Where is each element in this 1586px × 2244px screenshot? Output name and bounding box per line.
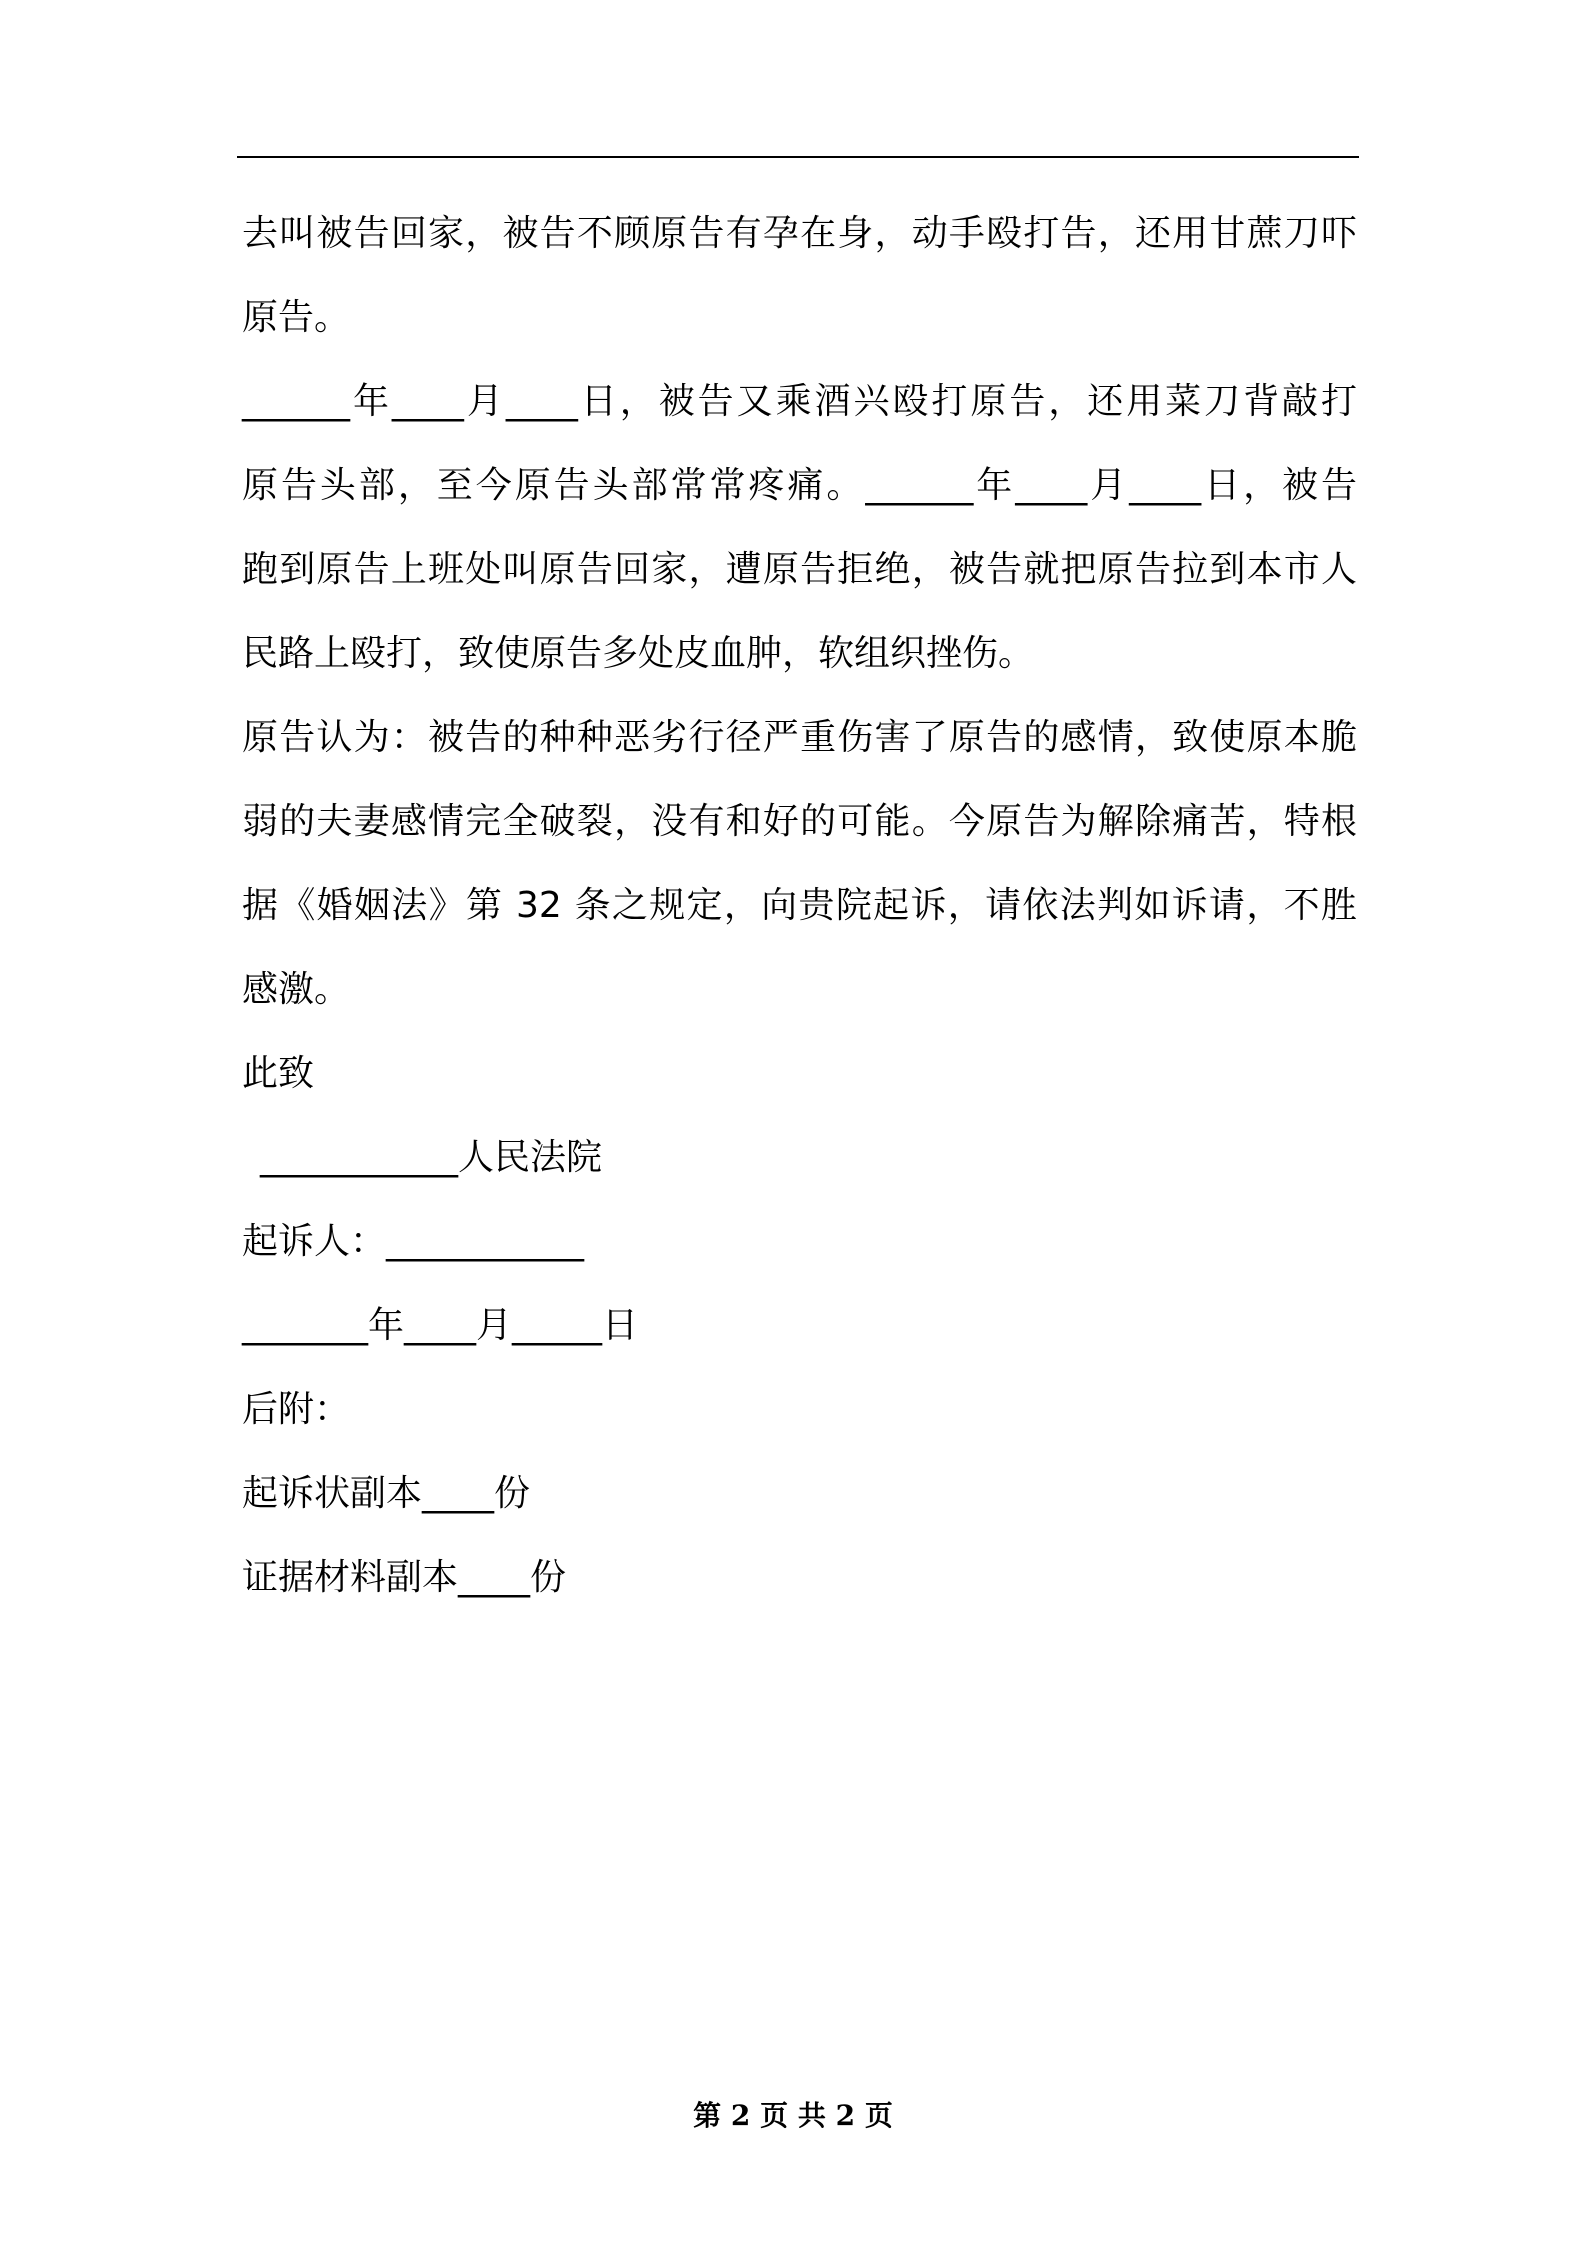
paragraph-line-10: 感激。	[242, 969, 351, 1010]
paragraph-line-3: ______年____月____日，被告又乘酒兴殴打原告，还用菜刀背敲打	[242, 381, 1357, 422]
paragraph-line-9: 据《婚姻法》第 32 条之规定，向贵院起诉，请依法判如诉请，不胜	[242, 885, 1357, 926]
paragraph-line-7: 原告认为：被告的种种恶劣行径严重伤害了原告的感情，致使原本脆	[242, 717, 1357, 758]
attachment-complaint-copies: 起诉状副本____份	[242, 1473, 531, 1514]
paragraph-line-8: 弱的夫妻感情完全破裂，没有和好的可能。今原告为解除痛苦，特根	[242, 801, 1357, 842]
signature-date: _______年____月_____日	[242, 1305, 638, 1346]
paragraph-line-2: 原告。	[242, 297, 351, 338]
page-number: 第 2 页 共 2 页	[693, 2099, 893, 2132]
attachment-evidence-copies: 证据材料副本____份	[242, 1557, 567, 1598]
document-body	[242, 192, 1357, 1620]
court-name-blank: ___________人民法院	[260, 1137, 603, 1178]
paragraph-line-4: 原告头部，至今原告头部常常疼痛。______年____月____日，被告	[242, 465, 1357, 506]
attachments-heading: 后附：	[242, 1389, 351, 1430]
paragraph-line-5: 跑到原告上班处叫原告回家，遭原告拒绝，被告就把原告拉到本市人	[242, 549, 1357, 590]
header-rule	[237, 156, 1359, 158]
plaintiff-signature: 起诉人：___________	[242, 1221, 585, 1262]
paragraph-line-6: 民路上殴打，致使原告多处皮血肿，软组织挫伤。	[242, 633, 1035, 674]
salutation: 此致	[242, 1053, 315, 1094]
paragraph-line-1: 去叫被告回家，被告不顾原告有孕在身，动手殴打告，还用甘蔗刀吓	[242, 213, 1357, 254]
